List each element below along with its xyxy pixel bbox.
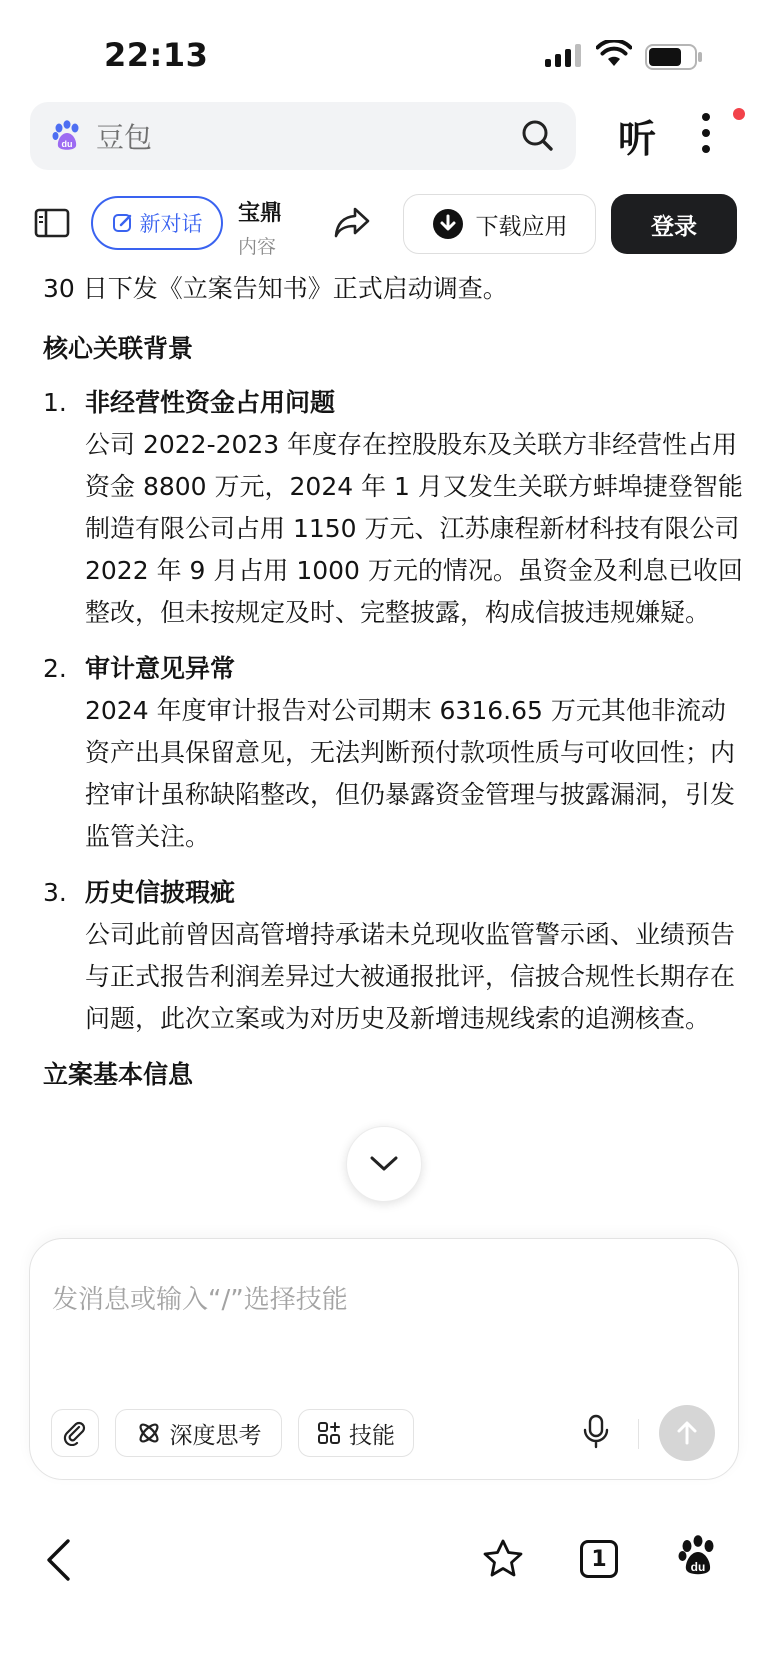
search-icon[interactable] — [520, 118, 554, 152]
section-heading: 立案基本信息 — [43, 1060, 194, 1089]
login-button[interactable]: 登录 — [611, 194, 737, 254]
list-item — [43, 382, 743, 634]
back-arrow-icon[interactable] — [44, 1538, 72, 1582]
intro-text: 30 日下发《立案告知书》正式启动调查。 — [43, 274, 508, 303]
item-number: 3. — [43, 878, 67, 907]
tabs-count-button[interactable]: 1 — [580, 1540, 618, 1578]
message-composer[interactable] — [29, 1238, 739, 1480]
message-input[interactable]: 发消息或输入“/”选择技能 — [52, 1285, 348, 1315]
baidu-home-icon[interactable] — [678, 1535, 718, 1577]
deep-think-label: 深度思考 — [169, 1422, 262, 1449]
divider — [638, 1419, 639, 1449]
new-chat-label: 新对话 — [139, 212, 203, 236]
chevron-down-icon — [369, 1155, 399, 1173]
svg-text:du: du — [61, 139, 73, 149]
edit-icon — [112, 212, 134, 234]
arrow-up-icon — [675, 1420, 699, 1446]
grid-plus-icon — [317, 1421, 341, 1445]
baidu-paw-icon — [52, 120, 82, 152]
skills-button[interactable] — [298, 1409, 414, 1457]
attach-button[interactable] — [51, 1409, 99, 1457]
item-body: 公司 2022-2023 年度存在控股股东及关联方非经营性占用资金 8800 万元，2024 年 1 月又发生关联方蚌埠捷登智能制造有限公司占用 1150 万元、江苏康程新材科技有限公司 2022 年 9 月占用 1000 万元的情况。虽资金及利息已收回整改，但未按规定及时、完整披露，构成信披违规嫌疑。 — [85, 430, 743, 627]
microphone-icon[interactable] — [582, 1414, 610, 1450]
item-body: 公司此前曾因高管增持承诺未兑现收监管警示函、业绩预告与正式报告利润差异过大被通报批评，信披合规性长期存在问题，此次立案或为对历史及新增违规线索的追溯核查。 — [85, 920, 736, 1033]
item-title: 审计意见异常 — [85, 654, 236, 683]
list-item — [43, 648, 743, 858]
item-number: 2. — [43, 654, 67, 683]
more-options-icon[interactable] — [700, 112, 712, 154]
search-bar[interactable] — [30, 102, 576, 170]
message-content — [43, 268, 743, 1096]
background-list — [43, 382, 743, 1040]
new-chat-button[interactable] — [91, 196, 223, 250]
wifi-icon — [596, 40, 632, 68]
atom-icon — [136, 1420, 162, 1446]
search-placeholder: 豆包 — [96, 121, 153, 154]
skills-label: 技能 — [349, 1422, 395, 1449]
conversation-title: 宝鼎 — [238, 201, 282, 226]
scroll-to-bottom-button[interactable] — [346, 1126, 422, 1202]
item-body: 2024 年度审计报告对公司期末 6316.65 万元其他非流动资产出具保留意见，无法判断预付款项性质与可收回性；内控审计虽称缺陷整改，但仍暴露资金管理与披露漏洞，引发监管关注。 — [85, 696, 736, 851]
section-heading: 核心关联背景 — [43, 334, 194, 363]
list-item — [43, 872, 743, 1040]
cellular-signal-icon — [545, 43, 581, 67]
battery-icon — [645, 44, 703, 70]
conversation-subtitle: 内容 — [238, 236, 277, 258]
item-number: 1. — [43, 388, 67, 417]
listen-button[interactable]: 听 — [618, 117, 657, 161]
notification-dot — [733, 108, 745, 120]
item-title: 历史信披瑕疵 — [85, 878, 236, 907]
status-time: 22:13 — [104, 36, 209, 74]
favorite-star-icon[interactable] — [482, 1538, 524, 1578]
paperclip-icon — [62, 1420, 88, 1446]
download-icon — [432, 208, 464, 240]
download-label: 下载应用 — [475, 213, 568, 240]
send-button[interactable] — [659, 1405, 715, 1461]
download-app-button[interactable] — [403, 194, 596, 254]
sidebar-toggle-icon[interactable] — [34, 208, 70, 238]
svg-text:du: du — [690, 1560, 706, 1574]
share-icon[interactable] — [333, 206, 371, 238]
deep-think-button[interactable] — [115, 1409, 282, 1457]
item-title: 非经营性资金占用问题 — [85, 388, 336, 417]
